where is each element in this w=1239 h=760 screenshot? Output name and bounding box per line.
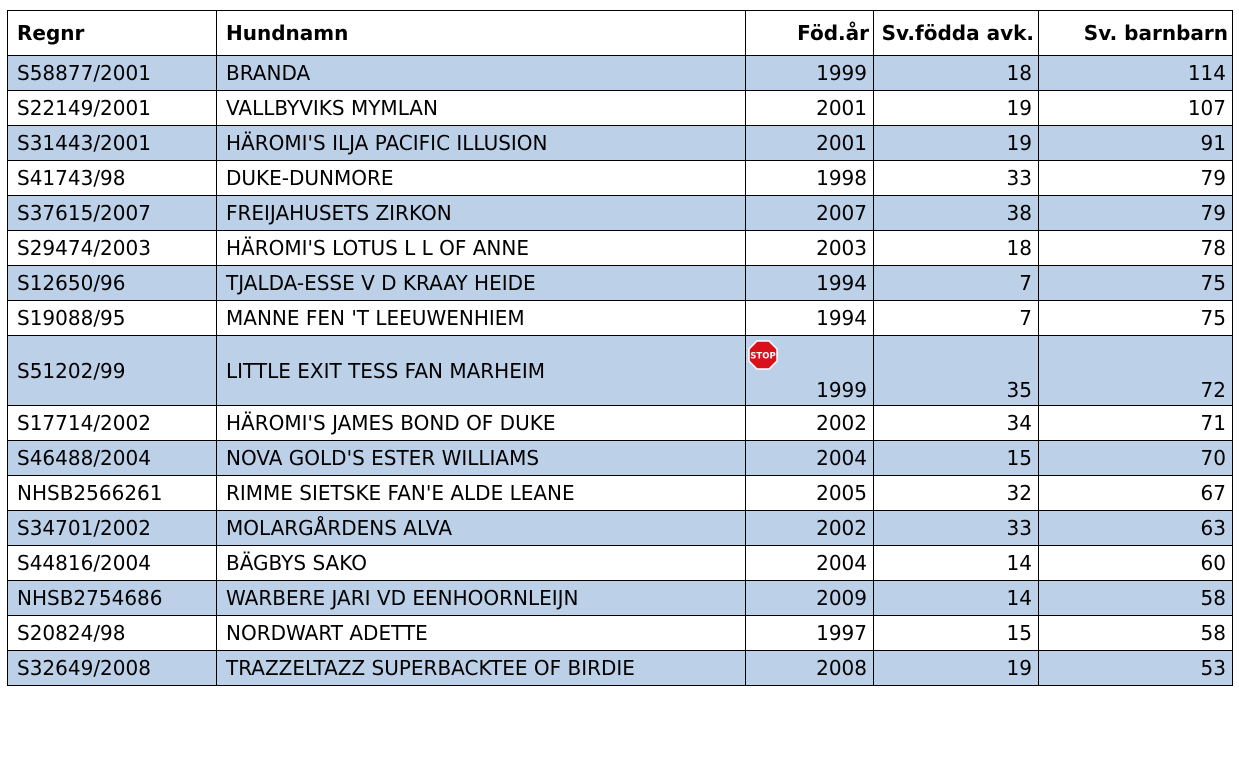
- cell-fodar: 2001: [746, 91, 874, 126]
- cell-barnbarn: 91: [1039, 126, 1233, 161]
- cell-avk: 18: [874, 56, 1039, 91]
- table-row: [8, 196, 1233, 231]
- cell-regnr: S34701/2002: [8, 511, 217, 546]
- table-row: [8, 91, 1233, 126]
- cell-regnr: S17714/2002: [8, 406, 217, 441]
- cell-fodar: 2005: [746, 476, 874, 511]
- stop-sign-icon: [748, 340, 778, 370]
- cell-fodar: 2003: [746, 231, 874, 266]
- cell-fodar: 2007: [746, 196, 874, 231]
- cell-barnbarn: 71: [1039, 406, 1233, 441]
- cell-hundnamn: VALLBYVIKS MYMLAN: [217, 91, 746, 126]
- cell-regnr: NHSB2754686: [8, 581, 217, 616]
- cell-avk: 15: [874, 441, 1039, 476]
- table-row: [8, 231, 1233, 266]
- cell-barnbarn: 53: [1039, 651, 1233, 686]
- header-regnr: Regnr: [8, 11, 217, 56]
- header-barnbarn: Sv. barnbarn: [1039, 11, 1233, 56]
- dog-table: [7, 10, 1233, 686]
- cell-hundnamn: FREIJAHUSETS ZIRKON: [217, 196, 746, 231]
- cell-barnbarn: 78: [1039, 231, 1233, 266]
- cell-fodar: [746, 336, 874, 406]
- cell-avk: 19: [874, 651, 1039, 686]
- cell-barnbarn: 79: [1039, 161, 1233, 196]
- cell-barnbarn: 72: [1039, 336, 1233, 406]
- cell-hundnamn: BRANDA: [217, 56, 746, 91]
- cell-fodar: 2001: [746, 126, 874, 161]
- cell-avk: 14: [874, 581, 1039, 616]
- table-row: [8, 511, 1233, 546]
- table-row: [8, 406, 1233, 441]
- cell-regnr: S58877/2001: [8, 56, 217, 91]
- cell-hundnamn: HÄROMI'S LOTUS L L OF ANNE: [217, 231, 746, 266]
- cell-fodar: 2009: [746, 581, 874, 616]
- table-row: [8, 546, 1233, 581]
- cell-hundnamn: MANNE FEN 'T LEEUWENHIEM: [217, 301, 746, 336]
- table-row: [8, 161, 1233, 196]
- cell-hundnamn: TJALDA-ESSE V D KRAAY HEIDE: [217, 266, 746, 301]
- cell-avk: 35: [874, 336, 1039, 406]
- cell-fodar: 1998: [746, 161, 874, 196]
- cell-avk: 18: [874, 231, 1039, 266]
- cell-avk: 7: [874, 301, 1039, 336]
- cell-avk: 32: [874, 476, 1039, 511]
- cell-hundnamn: NOVA GOLD'S ESTER WILLIAMS: [217, 441, 746, 476]
- cell-regnr: S19088/95: [8, 301, 217, 336]
- cell-regnr: S46488/2004: [8, 441, 217, 476]
- cell-hundnamn: MOLARGÅRDENS ALVA: [217, 511, 746, 546]
- cell-fodar: 1997: [746, 616, 874, 651]
- cell-avk: 34: [874, 406, 1039, 441]
- cell-regnr: NHSB2566261: [8, 476, 217, 511]
- cell-hundnamn: RIMME SIETSKE FAN'E ALDE LEANE: [217, 476, 746, 511]
- cell-avk: 19: [874, 126, 1039, 161]
- cell-regnr: S41743/98: [8, 161, 217, 196]
- cell-barnbarn: 75: [1039, 301, 1233, 336]
- table-row: [8, 441, 1233, 476]
- cell-fodar: 2004: [746, 546, 874, 581]
- cell-hundnamn: DUKE-DUNMORE: [217, 161, 746, 196]
- cell-fodar: 2002: [746, 406, 874, 441]
- cell-barnbarn: 67: [1039, 476, 1233, 511]
- cell-barnbarn: 60: [1039, 546, 1233, 581]
- cell-avk: 38: [874, 196, 1039, 231]
- cell-barnbarn: 70: [1039, 441, 1233, 476]
- header-hundnamn: Hundnamn: [217, 11, 746, 56]
- cell-barnbarn: 75: [1039, 266, 1233, 301]
- cell-barnbarn: 107: [1039, 91, 1233, 126]
- cell-avk: 19: [874, 91, 1039, 126]
- table-row: [8, 336, 1233, 406]
- table-row: [8, 126, 1233, 161]
- cell-regnr: S20824/98: [8, 616, 217, 651]
- stop-sign-text: STOP: [750, 351, 776, 362]
- cell-hundnamn: NORDWART ADETTE: [217, 616, 746, 651]
- cell-hundnamn: TRAZZELTAZZ SUPERBACKTEE OF BIRDIE: [217, 651, 746, 686]
- cell-regnr: S31443/2001: [8, 126, 217, 161]
- cell-avk: 14: [874, 546, 1039, 581]
- cell-hundnamn: BÄGBYS SAKO: [217, 546, 746, 581]
- cell-barnbarn: 63: [1039, 511, 1233, 546]
- cell-avk: 33: [874, 161, 1039, 196]
- cell-fodar: 2002: [746, 511, 874, 546]
- cell-regnr: S32649/2008: [8, 651, 217, 686]
- table-row: [8, 266, 1233, 301]
- cell-avk: 7: [874, 266, 1039, 301]
- cell-fodar: 1999: [746, 56, 874, 91]
- table-row: [8, 476, 1233, 511]
- header-fodar: Föd.år: [746, 11, 874, 56]
- cell-regnr: S37615/2007: [8, 196, 217, 231]
- table-row: [8, 301, 1233, 336]
- cell-regnr: S51202/99: [8, 336, 217, 406]
- cell-barnbarn: 79: [1039, 196, 1233, 231]
- cell-fodar: 1994: [746, 301, 874, 336]
- cell-barnbarn: 58: [1039, 616, 1233, 651]
- table-row: [8, 616, 1233, 651]
- cell-fodar: 2004: [746, 441, 874, 476]
- cell-hundnamn: WARBERE JARI VD EENHOORNLEIJN: [217, 581, 746, 616]
- cell-fodar-value: 1999: [816, 378, 867, 402]
- table-row: [8, 56, 1233, 91]
- cell-avk: 15: [874, 616, 1039, 651]
- cell-barnbarn: 114: [1039, 56, 1233, 91]
- cell-hundnamn: HÄROMI'S JAMES BOND OF DUKE: [217, 406, 746, 441]
- cell-regnr: S12650/96: [8, 266, 217, 301]
- cell-fodar: 1994: [746, 266, 874, 301]
- header-avk: Sv.födda avk.: [874, 11, 1039, 56]
- table-row: [8, 581, 1233, 616]
- cell-regnr: S44816/2004: [8, 546, 217, 581]
- cell-regnr: S29474/2003: [8, 231, 217, 266]
- cell-hundnamn: HÄROMI'S ILJA PACIFIC ILLUSION: [217, 126, 746, 161]
- cell-regnr: S22149/2001: [8, 91, 217, 126]
- cell-barnbarn: 58: [1039, 581, 1233, 616]
- cell-avk: 33: [874, 511, 1039, 546]
- cell-hundnamn: LITTLE EXIT TESS FAN MARHEIM: [217, 336, 746, 406]
- table-row: [8, 651, 1233, 686]
- cell-fodar: 2008: [746, 651, 874, 686]
- header-row: [8, 11, 1233, 56]
